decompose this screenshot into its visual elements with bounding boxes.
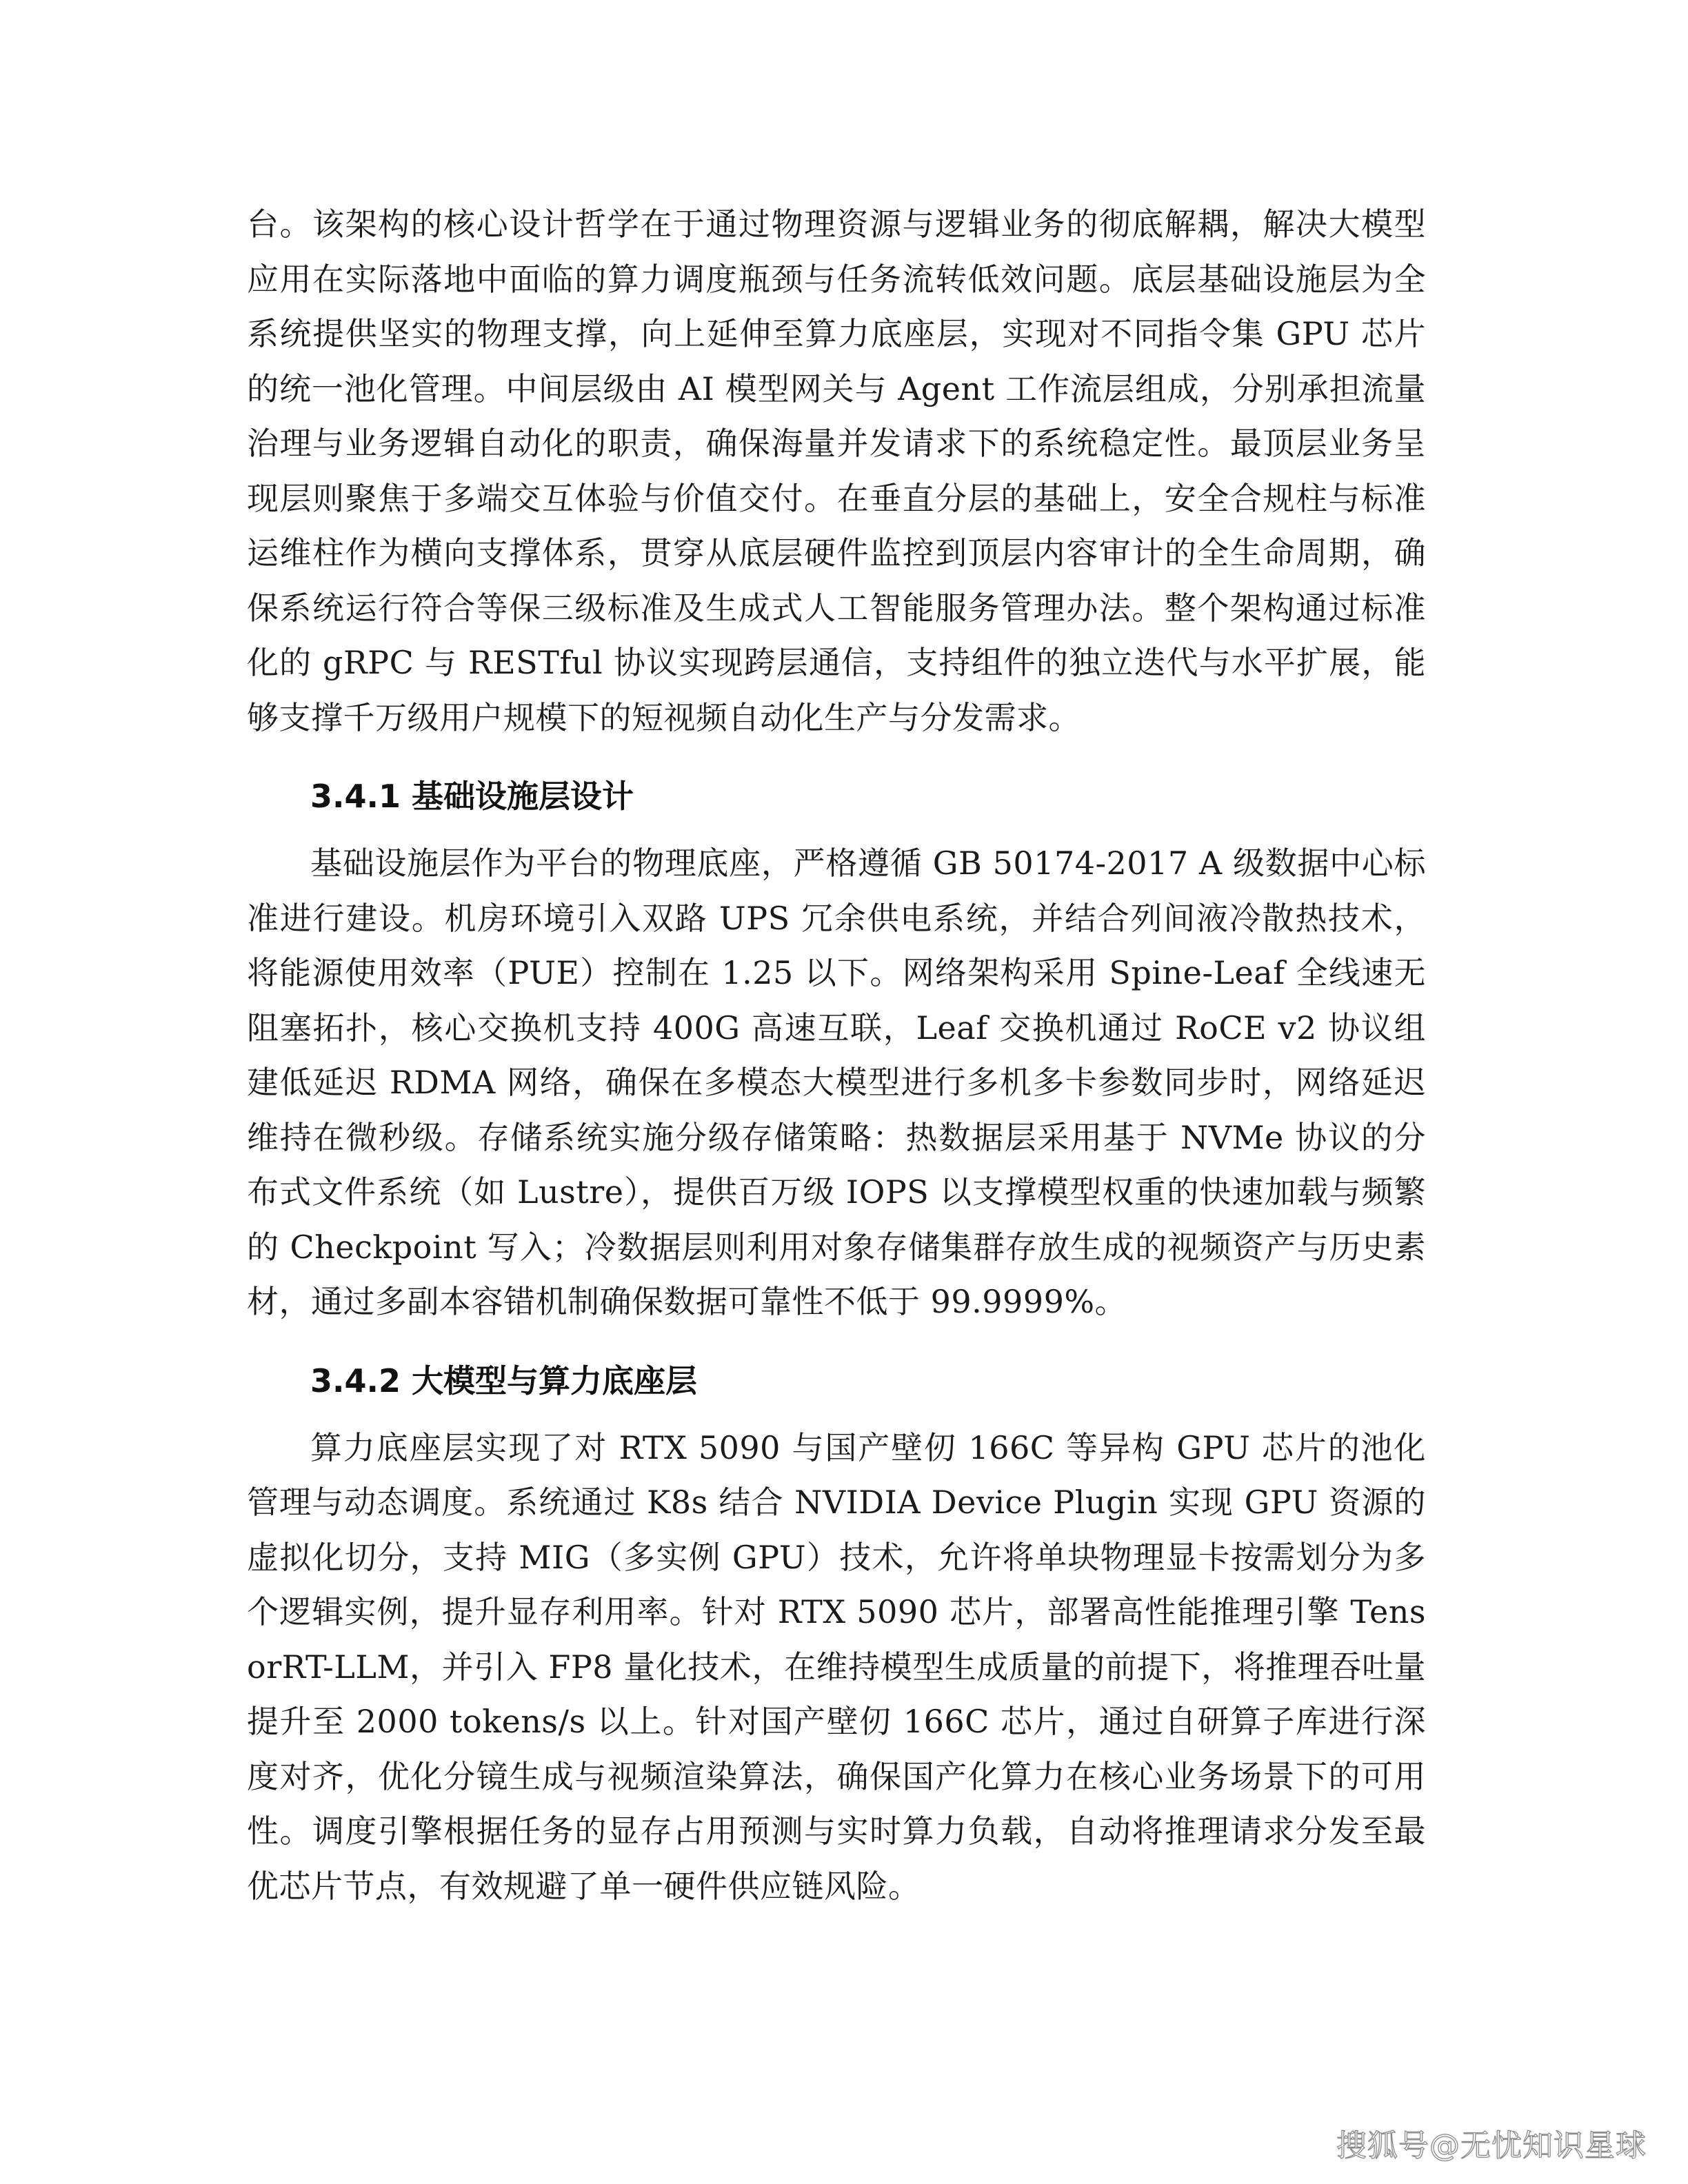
section-heading-3-4-2: 3.4.2 大模型与算力底座层 [310, 1362, 697, 1399]
section-heading-3-4-1: 3.4.1 基础设施层设计 [310, 778, 634, 815]
paragraph-intro: 台。该架构的核心设计哲学在于通过物理资源与逻辑业务的彻底解耦，解决大模型应用在实际落地中面临的算力调度瓶颈与任务流转低效问题。底层基础设施层为全系统提供坚实的物理支撑，向上延伸至算力底座层，实现对不同指令集 GPU 芯片的统一池化管理。中间层级由 AI 模型网关与 Agent 工作流层组成，分别承担流量治理与业务逻辑自动化的职责，确保海量并发请求下的系统稳定性。最顶层业务呈现层则聚焦于多端交互体验与价值交付。在垂直分层的基础上，安全合规柱与标准运维柱作为横向支撑体系，贯穿从底层硬件监控到顶层内容审计的全生命周期，确保系统运行符合等保三级标准及生成式人工智能服务管理办法。整个架构通过标准化的 gRPC 与 RESTful 协议实现跨层通信，支持组件的独立迭代与水平扩展，能够支撑千万级用户规模下的短视频自动化生产与分发需求。 [247, 205, 1426, 736]
paragraph-infrastructure: 基础设施层作为平台的物理底座，严格遵循 GB 50174-2017 A 级数据中心标准进行建设。机房环境引入双路 UPS 冗余供电系统，并结合列间液冷散热技术，将能源使用效率（PUE）控制在 1.25 以下。网络架构采用 Spine-Leaf 全线速无阻塞拓扑，核心交换机支持 400G 高速互联，Leaf 交换机通过 RoCE v2 协议组建低延迟 RDMA 网络，确保在多模态大模型进行多机多卡参数同步时，网络延迟维持在微秒级。存储系统实施分级存储策略：热数据层采用基于 NVMe 协议的分布式文件系统（如 Lustre），提供百万级 IOPS 以支撑模型权重的快速加载与频繁的 Checkpoint 写入；冷数据层则利用对象存储集群存放生成的视频资产与历史素材，通过多副本容错机制确保数据可靠性不低于 99.9999%。 [247, 845, 1426, 1320]
watermark-text: 搜狐号@无忧知识星球 [1336, 2128, 1647, 2163]
paragraph-compute-base: 算力底座层实现了对 RTX 5090 与国产壁仞 166C 等异构 GPU 芯片的池化管理与动态调度。系统通过 K8s 结合 NVIDIA Device Plugin 实现 GPU 资源的虚拟化切分，支持 MIG（多实例 GPU）技术，允许将单块物理显卡按需划分为多个逻辑实例，提升显存利用率。针对 RTX 5090 芯片，部署高性能推理引擎 TensorRT-LLM，并引入 FP8 量化技术，在维持模型生成质量的前提下，将推理吞吐量提升至 2000 tokens/s 以上。针对国产壁仞 166C 芯片，通过自研算子库进行深度对齐，优化分镜生成与视频渲染算法，确保国产化算力在核心业务场景下的可用性。调度引擎根据任务的显存占用预测与实时算力负载，自动将推理请求分发至最优芯片节点，有效规避了单一硬件供应链风险。 [247, 1428, 1426, 1905]
document-content [247, 197, 1426, 1914]
